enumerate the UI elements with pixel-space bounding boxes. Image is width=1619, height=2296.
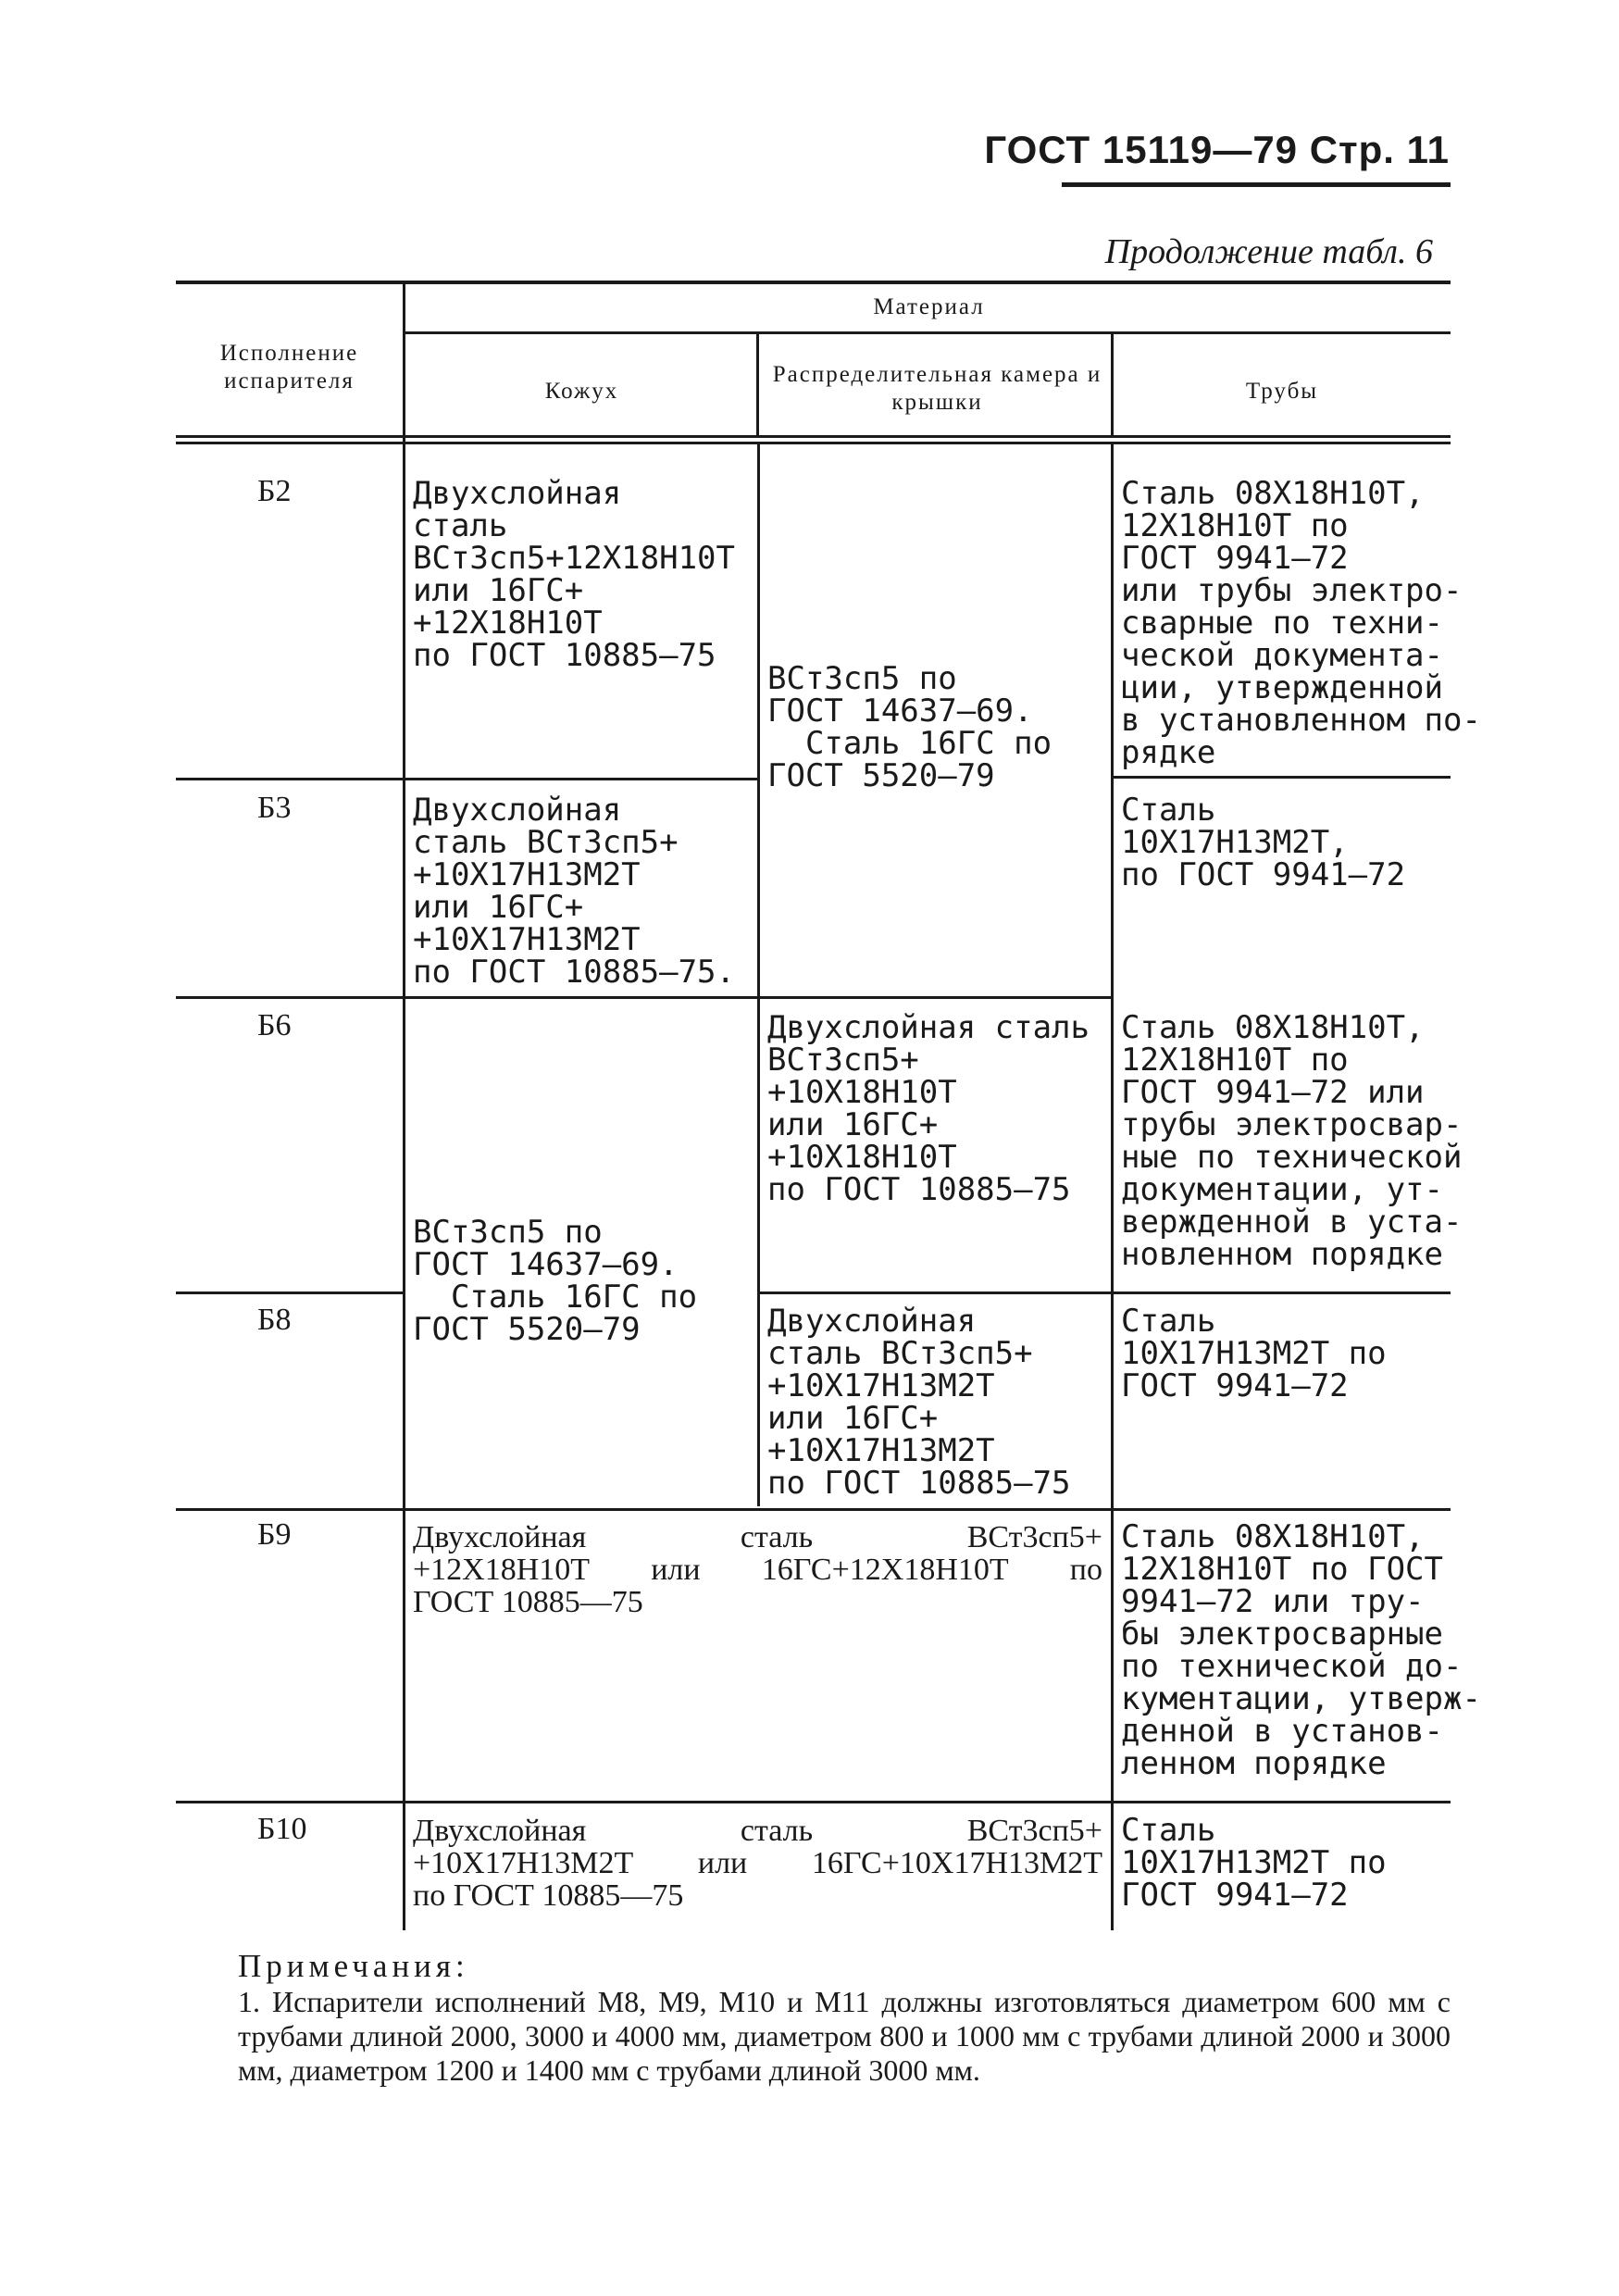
spanning-line: Двухслойная сталь ВСт3сп5+	[413, 1520, 1102, 1554]
shell-chamber-spanning-cell	[413, 1815, 1102, 1912]
shell-material-merged-cell: ВСт3сп5 по ГОСТ 14637—69. Сталь 16ГС по ГОСТ 5520—79	[413, 1214, 698, 1348]
col-header-chamber: Распределительная камера и крышки	[772, 362, 1102, 415]
spanning-line: по ГОСТ 10885—75	[413, 1878, 684, 1913]
tubes-material-cell: Сталь 08Х18Н10Т, 12Х18Н10Т по ГОСТ 9941—72 или тру- бы электросварные по технической до- кументации, утверж- денной в установ- ленном порядке	[1121, 1518, 1481, 1782]
col-header-material: Материал	[873, 294, 985, 319]
spanning-line: ГОСТ 10885—75	[413, 1585, 643, 1619]
tubes-material-cell: Сталь 10Х17Н13М2Т, по ГОСТ 9941—72	[1121, 792, 1406, 893]
table-row-variant: Б3	[257, 791, 292, 825]
col-header-shell: Кожух	[544, 379, 619, 404]
tubes-material-cell: Сталь 08Х18Н10Т, 12Х18Н10Т по ГОСТ 9941—72 или трубы электросвар- ные по технической документации, ут- вержденной в уста- новленном порядке	[1121, 1009, 1463, 1273]
table-row-variant: Б6	[257, 1008, 292, 1042]
shell-material-cell: Двухслойная сталь ВСт3сп5+12Х18Н10Т или 16ГС+ +12Х18Н10Т по ГОСТ 10885—75	[413, 475, 735, 674]
tubes-material-cell: Сталь 10Х17Н13М2Т по ГОСТ 9941—72	[1121, 1812, 1387, 1914]
spanning-line: +12Х18Н10Т или 16ГС+12Х18Н10Т по	[413, 1553, 1102, 1587]
table-continuation-label: Продолжение табл. 6	[1104, 232, 1433, 271]
table-row-variant: Б2	[257, 474, 292, 508]
shell-material-cell: Двухслойная сталь ВСт3сп5+ +10Х17Н13М2Т или 16ГС+ +10Х17Н13М2Т по ГОСТ 10885—75.	[413, 792, 735, 991]
tubes-material-cell: Сталь 10Х17Н13М2Т по ГОСТ 9941—72	[1121, 1303, 1387, 1404]
note-item: 1. Испарители исполнений М8, М9, М10 и М11 должны изготовляться диаметром 600 мм с трубами длиной 2000, 3000 и 4000 мм, диаметром 800 и 1000 мм с трубами длиной 2000 и 3000 мм, диаметром 1200 и 1400 мм с трубами длиной 3000 мм.	[238, 1985, 1451, 2087]
chamber-material-cell: Двухслойная сталь ВСт3сп5+ +10Х18Н10Т или 16ГС+ +10Х18Н10Т по ГОСТ 10885—75	[767, 1009, 1090, 1208]
notes-title: Примечания:	[238, 1948, 469, 1984]
running-title: ГОСТ 15119—79 Стр. 11	[984, 128, 1450, 171]
table-row-variant: Б10	[257, 1812, 307, 1846]
tubes-material-cell: Сталь 08Х18Н10Т, 12Х18Н10Т по ГОСТ 9941—72 или трубы электро- сварные по техни- ческой документа- ции, утвержденной в установленном по- рядке	[1121, 475, 1481, 771]
col-header-tubes: Трубы	[1245, 379, 1319, 404]
chamber-material-cell: Двухслойная сталь ВСт3сп5+ +10Х17Н13М2Т или 16ГС+ +10Х17Н13М2Т по ГОСТ 10885—75	[767, 1303, 1071, 1502]
spanning-line: Двухслойная сталь ВСт3сп5+	[413, 1814, 1102, 1848]
table-row-variant: Б9	[257, 1517, 292, 1552]
shell-chamber-spanning-cell	[413, 1521, 1102, 1618]
col-header-variant: Исполнение испарителя	[219, 341, 359, 393]
chamber-material-merged-cell: ВСт3сп5 по ГОСТ 14637—69. Сталь 16ГС по ГОСТ 5520—79	[767, 660, 1052, 794]
header-rule	[1062, 182, 1451, 187]
table-row-variant: Б8	[257, 1303, 292, 1337]
spanning-line: +10Х17Н13М2Т или 16ГС+10Х17Н13М2Т	[413, 1846, 1102, 1880]
